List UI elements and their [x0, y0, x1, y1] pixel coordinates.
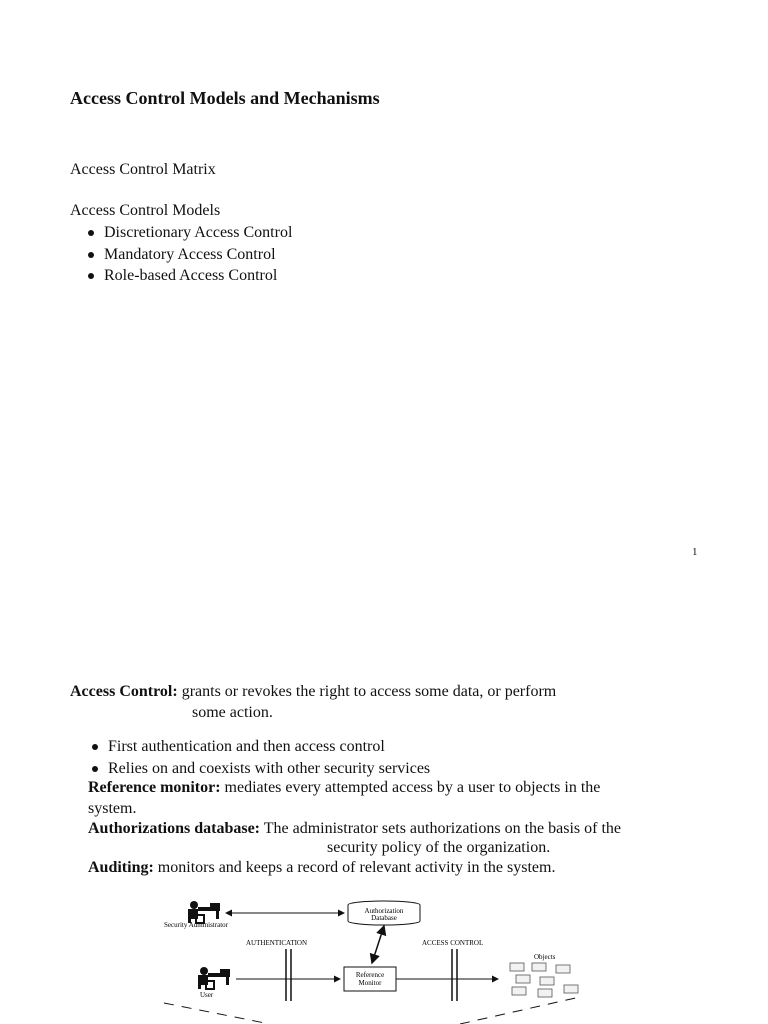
list-item: First authentication and then access control	[74, 736, 430, 758]
auth-db-label-line2: Database	[371, 914, 397, 922]
objects-icon	[510, 963, 578, 997]
models-heading: Access Control Models	[70, 202, 221, 219]
auth-db-line1: The administrator sets authorizations on the basis of the	[263, 820, 621, 837]
access-control-def-line1: grants or revokes the right to access some data, or perform	[181, 683, 557, 700]
user-label: User	[200, 991, 214, 999]
authentication-label: AUTHENTICATION	[246, 939, 308, 947]
access-control-bullets	[74, 736, 430, 779]
reference-monitor-line1: Reference	[355, 971, 385, 979]
reference-monitor-definition	[88, 779, 600, 797]
auth-db-term: Authorizations database:	[88, 820, 261, 837]
db-monitor-arrow	[372, 926, 384, 963]
auth-db-definition	[88, 820, 621, 838]
list-item: Mandatory Access Control	[70, 244, 292, 266]
reference-monitor-term: Reference monitor:	[88, 779, 221, 796]
reference-monitor-line1: mediates every attempted access by a user to objects in the	[224, 779, 601, 796]
access-control-label: ACCESS CONTROL	[422, 939, 484, 947]
auth-db-label-line1: Authorization	[364, 907, 404, 915]
models-list	[70, 222, 292, 287]
user-figure-icon	[198, 967, 230, 989]
list-item: Role-based Access Control	[70, 265, 292, 287]
reference-monitor-line2: system.	[88, 800, 137, 817]
security-admin-label: Security Administrator	[164, 921, 228, 929]
list-item: Relies on and coexists with other security services	[74, 758, 430, 780]
dashed-outline-right	[460, 997, 580, 1024]
reference-monitor-line2: Monitor	[358, 979, 382, 987]
dashed-outline-left	[164, 1003, 270, 1024]
auth-db-line2: security policy of the organization.	[327, 839, 551, 856]
auditing-def: monitors and keeps a record of relevant activity in the system.	[157, 859, 556, 876]
matrix-heading: Access Control Matrix	[70, 161, 216, 178]
auditing-term: Auditing:	[88, 859, 154, 876]
page-title: Access Control Models and Mechanisms	[70, 88, 380, 108]
access-control-definition	[70, 683, 556, 701]
list-item: Discretionary Access Control	[70, 222, 292, 244]
security-admin-figure-icon	[188, 901, 220, 923]
auditing-definition	[88, 859, 555, 877]
access-control-def-line2: some action.	[192, 704, 273, 721]
access-control-diagram	[160, 893, 600, 1024]
page-number: 1	[692, 546, 698, 558]
objects-label: Objects	[534, 953, 556, 961]
access-control-term: Access Control:	[70, 683, 178, 700]
